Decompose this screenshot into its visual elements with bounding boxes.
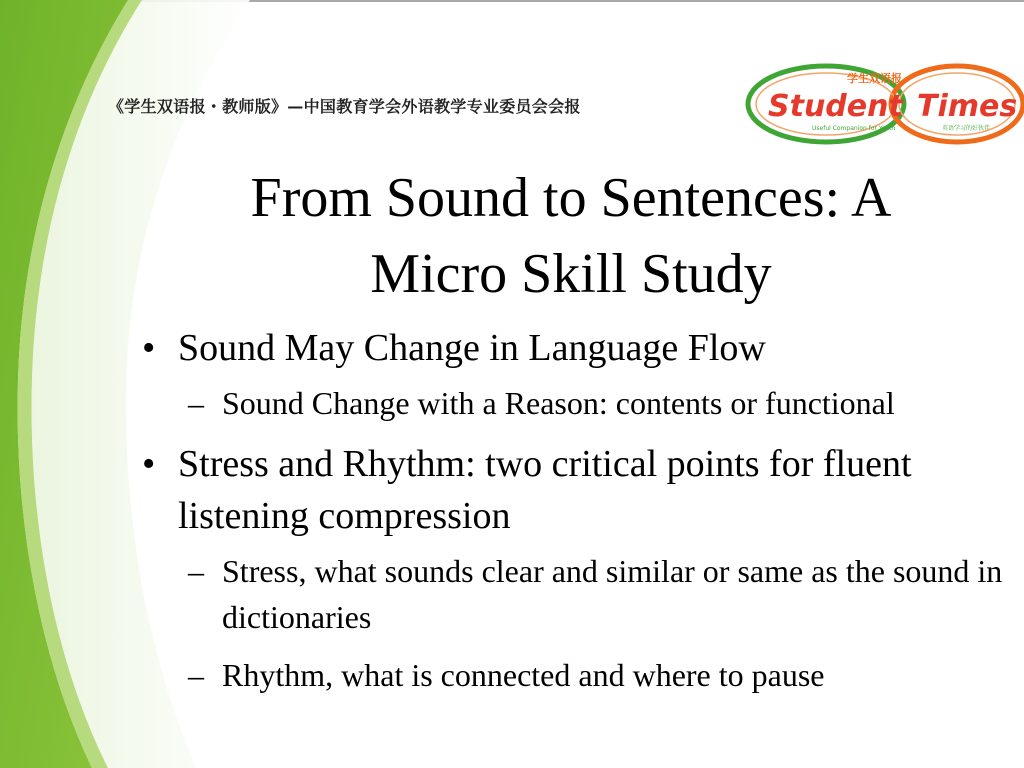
sub-bullet-list bbox=[178, 548, 1010, 698]
sub-bullet-list bbox=[178, 380, 1010, 426]
logo-word-times: Times bbox=[917, 89, 1018, 124]
dash-marker: – bbox=[188, 553, 204, 589]
logo-tagline: Useful Companion for Youth bbox=[812, 125, 896, 132]
sub-bullet-item bbox=[178, 380, 1010, 426]
sub-bullet-text: Rhythm, what is connected and where to pause bbox=[222, 657, 825, 693]
bullet-marker: • bbox=[142, 327, 156, 369]
sub-bullet-item bbox=[178, 652, 1010, 698]
publication-header: 《学生双语报・教师版》—中国教育学会外语教学专业委员会会报 bbox=[108, 97, 581, 116]
title-line-1: From Sound to Sentences: A bbox=[250, 167, 892, 229]
dash-marker: – bbox=[188, 657, 204, 693]
bullet-text: Stress and Rhythm: two critical points for fluent listening compression bbox=[178, 443, 912, 537]
sub-bullet-text: Stress, what sounds clear and similar or same as the sound in dictionaries bbox=[222, 553, 1003, 635]
slide-title bbox=[196, 160, 946, 312]
bullet-item bbox=[140, 322, 1010, 426]
title-line-2: Micro Skill Study bbox=[370, 243, 772, 305]
sub-bullet-text: Sound Change with a Reason: contents or functional bbox=[222, 385, 895, 421]
logo-tagline-cn: 英语学习的好伙伴 bbox=[942, 125, 991, 132]
student-times-logo bbox=[742, 62, 1024, 146]
dash-marker: – bbox=[188, 385, 204, 421]
bullet-text: Sound May Change in Language Flow bbox=[178, 327, 766, 369]
sub-bullet-item bbox=[178, 548, 1010, 640]
logo-cn-name: 学生双语报 bbox=[847, 72, 902, 85]
bullet-list bbox=[140, 318, 1010, 710]
bullet-item bbox=[140, 438, 1010, 698]
logo-word-student: Student bbox=[768, 89, 903, 124]
bullet-marker: • bbox=[142, 443, 156, 485]
